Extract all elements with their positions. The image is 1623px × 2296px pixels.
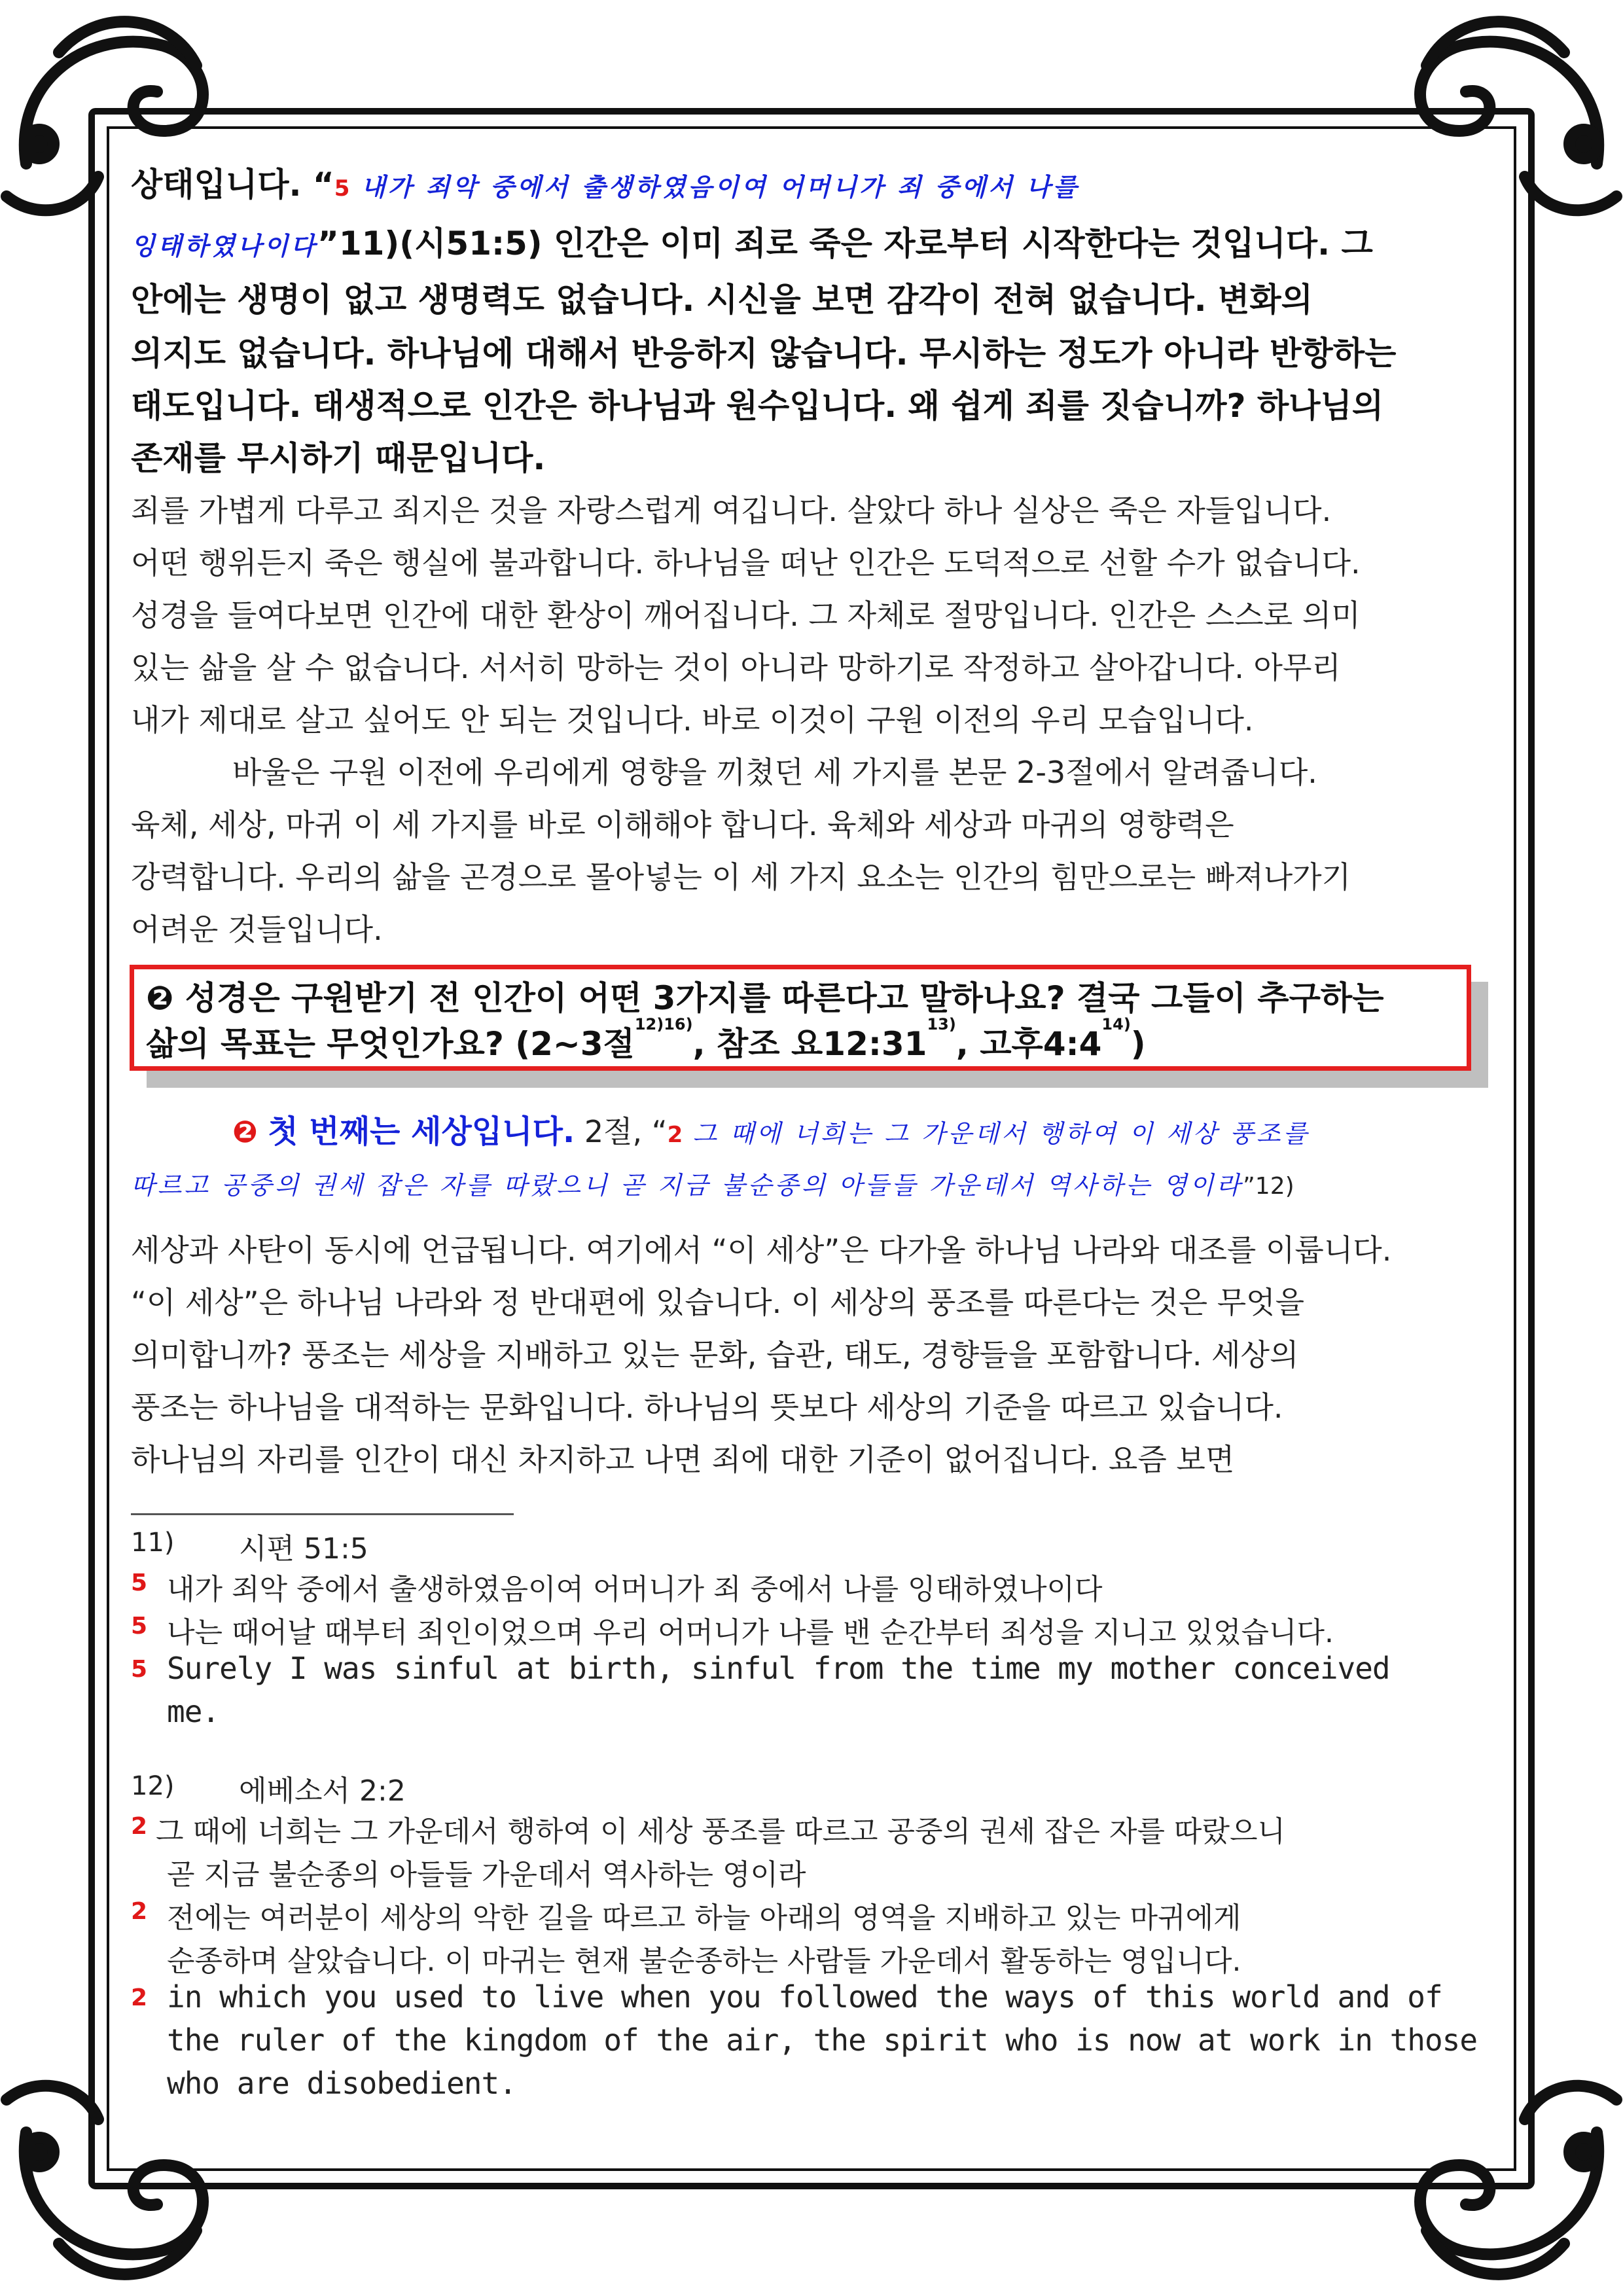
para1-line2: 잉태하였나이다”11)(시51:5) 인간은 이미 죄로 죽은 자로부터 시작한다는 것입니다. 그 [131,224,1373,262]
para3-line: 육체, 세상, 마귀 이 세 가지를 바로 이해해야 합니다. 육체와 세상과 마귀의 영향력은 [131,807,1234,842]
footnote-verse: me. [167,1694,220,1729]
para1-line3: 안에는 생명이 없고 생명력도 없습니다. 시신을 보면 감각이 전혀 없습니다. 변화의 [131,281,1313,319]
para3-line: 어려운 것들입니다. [131,912,383,947]
corner-ornament-icon [7,2086,203,2274]
para4-line: “이 세상”은 하나님 나라와 정 반대편에 있습니다. 이 세상의 풍조를 따른다는 것은 무엇을 [131,1285,1305,1320]
para1-line4: 의지도 없습니다. 하나님에 대해서 반응하지 않습니다. 무시하는 정도가 아니라 반항하는 [131,334,1397,372]
footnote-label: 11) [131,1528,175,1558]
verse-number: 2 [131,1898,148,1925]
footnote-verse: 그 때에 너희는 그 가운데서 행하여 이 세상 풍조를 따르고 공중의 권세 잡은 자를 따랐으니 [156,1815,1285,1848]
para4-line: 의미합니까? 풍조는 세상을 지배하고 있는 문화, 습관, 태도, 경향들을 포함합니다. 세상의 [131,1337,1299,1372]
verse-number: 5 [131,1613,148,1640]
para2-line: 있는 삶을 살 수 없습니다. 서서히 망하는 것이 아니라 망하기로 작정하고 살아갑니다. 아무리 [131,650,1341,685]
para3-line: 강력합니다. 우리의 삶을 곤경으로 몰아넣는 이 세 가지 요소는 인간의 힘만으로는 빠져나가기 [131,859,1351,895]
para1-line6: 존재를 무시하기 때문입니다. [131,439,546,477]
para2-line: 내가 제대로 살고 싶어도 안 되는 것입니다. 바로 이것이 구원 이전의 우리 모습입니다. [131,702,1254,738]
corner-ornament-icon [1420,22,1616,210]
para2-line: 죄를 가볍게 다루고 죄지은 것을 자랑스럽게 여깁니다. 살았다 하나 실상은 죽은 자들입니다. [131,493,1332,528]
para1-line5: 태도입니다. 태생적으로 인간은 하나님과 원수입니다. 왜 쉽게 죄를 짓습니까? 하나님의 [131,387,1384,425]
para2-line: 성경을 들여다보면 인간에 대한 환상이 깨어집니다. 그 자체로 절망입니다. 인간은 스스로 의미 [131,598,1361,633]
footnote-verse: in which you used to live when you followed the ways of this world and of [167,1979,1442,2015]
verse-number: 5 [131,1570,148,1596]
footnote-verse: Surely I was sinful at birth, sinful from the time my mother conceived [167,1651,1390,1686]
para3-line: 바울은 구원 이전에 우리에게 영향을 끼쳤던 세 가지를 본문 2-3절에서 알려줍니다. [232,755,1317,790]
question-line2: 삶의 목표는 무엇인가요? (2~3절$^{12)16)}$, 참조 요12:31$^{13)}$, 고후4:4$^{14)}$) [146,1015,1146,1063]
footnote-verse: 내가 죄악 중에서 출생하였음이여 어머니가 죄 중에서 나를 잉태하였나이다 [167,1573,1103,1606]
para4-line: 풍조는 하나님을 대적하는 문화입니다. 하나님의 뜻보다 세상의 기준을 따르고 있습니다. [131,1390,1283,1425]
footnote-verse: the ruler of the kingdom of the air, the spirit who is now at work in those [167,2022,1478,2058]
verse-number: 2 [131,1984,148,2011]
footnote-verse: 나는 때어날 때부터 죄인이었으며 우리 어머니가 나를 밴 순간부터 죄성을 지니고 있었습니다. [167,1616,1334,1649]
para4-line: 세상과 사탄이 동시에 언급됩니다. 여기에서 “이 세상”은 다가올 하나님 나라와 대조를 이룹니다. [131,1232,1392,1268]
section2-heading: 첫 번째는 세상입니다. [268,1113,575,1150]
question-line1: ❷ 성경은 구원받기 전 인간이 어떤 3가지를 따른다고 말하나요? 결국 그들이 추구하는 [146,979,1384,1017]
footnote-label: 12) [131,1771,175,1801]
footnote-verse: 전에는 여러분이 세상의 악한 길을 따르고 하늘 아래의 영역을 지배하고 있는 마귀에게 [167,1901,1241,1935]
verse-number: 5 [131,1656,148,1683]
section2-line2: 따르고 공중의 권세 잡은 자를 따랐으니 곧 지금 불순종의 아들들 가운데서 역사하는 영이라”12) [131,1171,1294,1200]
footnote-ref: 에베소서 2:2 [239,1774,406,1808]
corner-ornament-icon [1420,2086,1616,2274]
footnote-divider [131,1513,514,1515]
footnote-verse: 순종하며 살았습니다. 이 마귀는 현재 불순종하는 사람들 가운데서 활동하는 영입니다. [167,1945,1241,1978]
verse-number: 2 [131,1813,148,1840]
para4-line: 하나님의 자리를 인간이 대신 차지하고 나면 죄에 대한 기준이 없어집니다. 요즘 보면 [131,1442,1235,1477]
footnote-verse: 곧 지금 불순종의 아들들 가운데서 역사하는 영이라 [167,1858,806,1892]
footnote-ref: 시편 51:5 [239,1532,368,1566]
footnote-verse: who are disobedient. [167,2066,516,2101]
para2-line: 어떤 행위든지 죽은 행실에 불과합니다. 하나님을 떠난 인간은 도덕적으로 선할 수가 없습니다. [131,545,1361,581]
question-box [130,965,1471,1071]
para1-line1: 상태입니다. “5 내가 죄악 중에서 출생하였음이여 어머니가 죄 중에서 나를 [131,166,1080,204]
section2-line1: ❷ 첫 번째는 세상입니다. 2절, “2 그 때에 너희는 그 가운데서 행하여 이 세상 풍조를 [232,1113,1310,1150]
